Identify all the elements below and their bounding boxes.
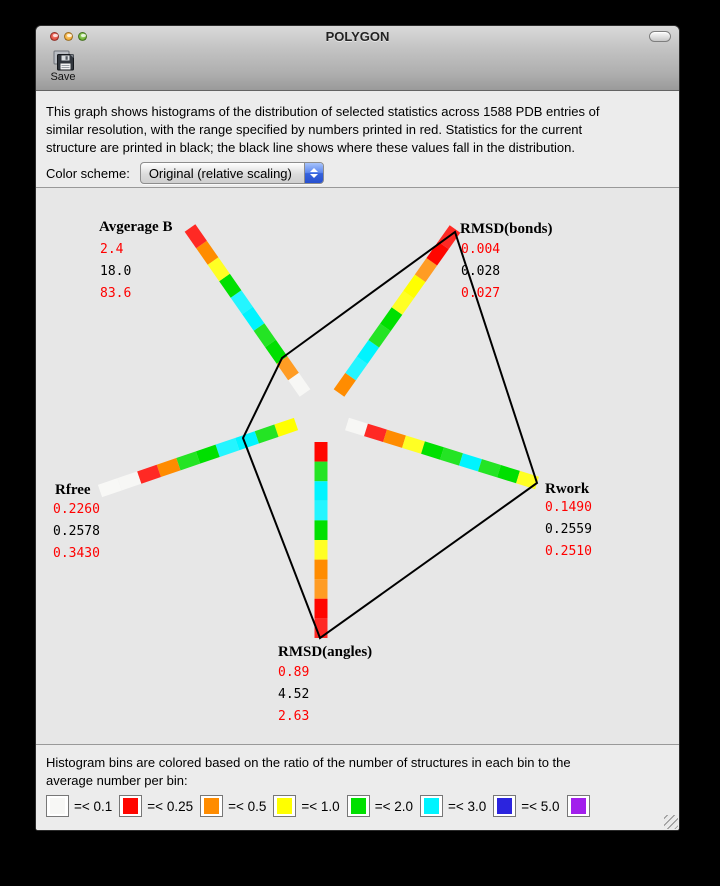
histogram-bin xyxy=(461,459,480,465)
legend-row xyxy=(46,795,669,817)
legend-bin xyxy=(273,795,339,817)
histogram-bin xyxy=(423,448,442,454)
axis-rmsd-angles xyxy=(278,442,372,724)
axis-label: Rfree xyxy=(55,482,91,498)
histogram-bin xyxy=(237,437,257,444)
color-scheme-dropdown[interactable] xyxy=(140,162,324,184)
save-button[interactable] xyxy=(44,48,82,83)
histogram-bin xyxy=(385,311,397,327)
legend-bin-label: =< 0.5 xyxy=(228,798,267,814)
legend-bin xyxy=(46,795,112,817)
histogram-bin xyxy=(202,245,214,262)
axis-current-value: 0.028 xyxy=(461,264,501,279)
histogram-bin-shade xyxy=(397,295,409,311)
color-scheme-label: Color scheme: xyxy=(46,165,130,181)
color-scheme-selected-value: Original (relative scaling) xyxy=(148,165,292,181)
histogram-bin-shade xyxy=(139,471,159,478)
intro-text-line: similar resolution, with the range specified by numbers printed in red. Statistics for the current xyxy=(46,122,583,137)
save-floppy-icon xyxy=(51,48,75,72)
legend-swatch xyxy=(273,795,296,817)
histogram-bin-shade xyxy=(178,458,198,465)
intro-section xyxy=(36,91,679,187)
histogram-bin-shade xyxy=(366,430,385,436)
resize-grip[interactable] xyxy=(664,815,678,829)
axis-min-value: 0.2260 xyxy=(53,502,100,517)
legend-swatch xyxy=(493,795,516,817)
axis-min-value: 0.89 xyxy=(278,665,310,680)
histogram-bin-shade xyxy=(236,294,248,311)
window-title: POLYGON xyxy=(325,29,390,44)
histogram-bin-shade xyxy=(351,360,363,376)
histogram-bin-shade xyxy=(404,442,423,448)
zoom-button[interactable] xyxy=(78,32,87,41)
legend-swatch xyxy=(347,795,370,817)
axis-label: Rwork xyxy=(545,481,590,497)
legend-swatch xyxy=(46,795,69,817)
histogram-bin-shade xyxy=(442,454,461,460)
legend-swatch-color xyxy=(351,798,366,814)
legend-bin xyxy=(567,795,590,817)
axis-rfree xyxy=(53,424,296,561)
histogram-bin xyxy=(248,311,260,328)
axis-current-value: 18.0 xyxy=(100,264,132,279)
legend-bin-label: =< 0.25 xyxy=(147,798,194,814)
axis-label: Avgerage B xyxy=(99,219,173,235)
axis-rmsd-bonds xyxy=(339,221,553,393)
legend-bin xyxy=(420,795,486,817)
axis-rwork xyxy=(347,424,592,559)
legend-bin xyxy=(119,795,193,817)
legend-bin xyxy=(493,795,559,817)
axis-max-value: 83.6 xyxy=(100,286,132,301)
axis-label: RMSD(bonds) xyxy=(460,221,553,237)
polygon-window xyxy=(35,25,680,831)
histogram-bin-shade xyxy=(518,477,537,483)
legend-swatch xyxy=(200,795,223,817)
histogram-bin-shade xyxy=(213,261,225,278)
minimize-button[interactable] xyxy=(64,32,73,41)
polygon-plot xyxy=(36,188,679,744)
legend-swatch xyxy=(567,795,590,817)
legend-swatch-color xyxy=(50,798,65,814)
histogram-bin xyxy=(294,377,306,394)
titlebar xyxy=(36,26,679,47)
window-header xyxy=(36,26,679,91)
axis-min-value: 2.4 xyxy=(100,242,124,257)
axis-min-value: 0.1490 xyxy=(545,500,592,515)
histogram-bin xyxy=(198,451,218,458)
legend-swatch-color xyxy=(424,798,439,814)
histogram-bin xyxy=(385,436,404,442)
legend-swatch-color xyxy=(123,798,138,814)
toolbar-toggle-button[interactable] xyxy=(649,31,671,42)
axis-avgerage-b xyxy=(99,219,305,393)
legend-bin xyxy=(347,795,413,817)
legend-text-line: Histogram bins are colored based on the ratio of the number of structures in each bin to the xyxy=(46,755,571,770)
save-button-label: Save xyxy=(50,71,76,83)
histogram-bin-shade xyxy=(259,327,271,344)
legend-section xyxy=(36,745,679,830)
histogram-bin xyxy=(362,344,374,360)
histogram-bin xyxy=(499,471,518,477)
legend-bin-label: =< 3.0 xyxy=(447,798,487,814)
legend-swatch-color xyxy=(204,798,219,814)
legend-text-line: average number per bin: xyxy=(46,773,188,788)
histogram-bin-shade xyxy=(190,228,202,245)
histogram-bin xyxy=(339,377,351,393)
axis-max-value: 0.027 xyxy=(461,286,501,301)
axis-current-value: 0.2559 xyxy=(545,522,592,537)
histogram-bin-shade xyxy=(100,484,120,491)
histogram-bin xyxy=(120,478,140,485)
legend-swatch-color xyxy=(571,798,586,814)
histogram-bin-shade xyxy=(282,360,294,377)
histogram-bin-shade xyxy=(480,465,499,471)
color-scheme-row xyxy=(46,162,669,184)
close-button[interactable] xyxy=(50,32,59,41)
histogram-bin-shade xyxy=(374,327,386,343)
legend-bin-label: =< 5.0 xyxy=(521,798,560,814)
histogram-bin xyxy=(347,424,366,430)
axis-current-value: 0.2578 xyxy=(53,524,100,539)
histogram-bin-shade xyxy=(218,444,238,451)
dropdown-arrows-icon xyxy=(304,163,323,183)
legend-bin xyxy=(200,795,266,817)
histogram-bin-shade xyxy=(257,431,277,438)
axis-max-value: 0.2510 xyxy=(545,544,592,559)
legend-bin-label: =< 1.0 xyxy=(301,798,340,814)
histogram-bin xyxy=(271,344,283,361)
histogram-bin xyxy=(409,278,421,294)
histogram-bin xyxy=(159,464,179,471)
legend-bin-label: =< 0.1 xyxy=(74,798,113,814)
axis-min-value: 0.004 xyxy=(461,242,501,257)
histogram-bin-shade xyxy=(420,262,432,278)
intro-text-line: This graph shows histograms of the distribution of selected statistics across 1588 PDB entries of xyxy=(46,104,600,119)
legend-swatch xyxy=(119,795,142,817)
intro-text-line: structure are printed in black; the black line shows where these values fall in the distribution. xyxy=(46,140,575,155)
legend-swatch-color xyxy=(277,798,292,814)
plot-section xyxy=(36,187,679,745)
legend-swatch-color xyxy=(497,798,512,814)
axis-max-value: 2.63 xyxy=(278,709,310,724)
histogram-bin xyxy=(225,278,237,295)
axis-label: RMSD(angles) xyxy=(278,644,373,660)
legend-bin-label: =< 2.0 xyxy=(374,798,413,814)
axis-current-value: 4.52 xyxy=(278,687,310,702)
histogram-bin xyxy=(276,424,296,431)
axis-max-value: 0.3430 xyxy=(53,546,100,561)
legend-swatch xyxy=(420,795,443,817)
